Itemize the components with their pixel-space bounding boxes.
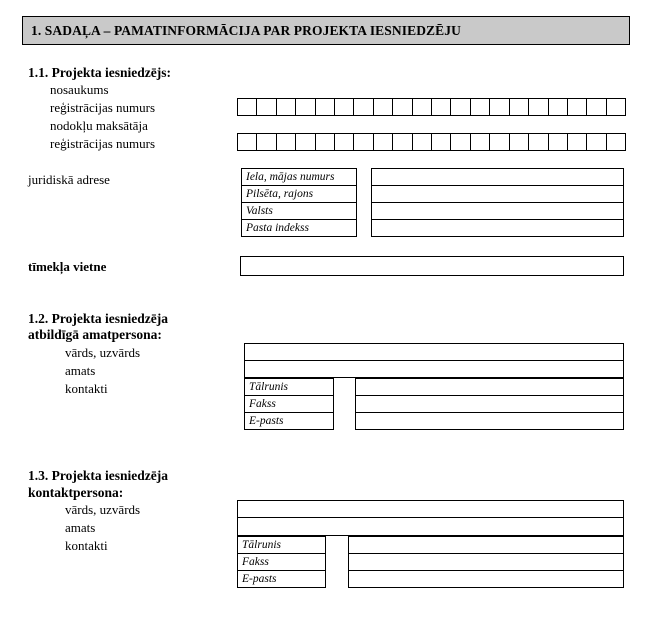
official-email-input[interactable] (356, 413, 624, 430)
contact-phone-input[interactable] (349, 537, 624, 554)
label-nosaukums: nosaukums (50, 82, 109, 97)
section-1-3-heading-line1: 1.3. Projekta iesniedzēja (28, 468, 168, 483)
section-1-1-heading: 1.1. Projekta iesniedzējs: (28, 65, 171, 80)
section-1-2-heading-line1: 1.2. Projekta iesniedzēja (28, 311, 168, 326)
label-nodoklu: nodokļu maksātāja (50, 118, 148, 133)
address-row (242, 203, 624, 220)
official-position-input[interactable] (244, 360, 624, 378)
contact-fax-input[interactable] (349, 554, 624, 571)
address-row (242, 186, 624, 203)
official-contacts-table (244, 378, 624, 430)
digit-cell[interactable] (413, 134, 432, 150)
digit-cell[interactable] (490, 134, 509, 150)
official-phone-input[interactable] (356, 379, 624, 396)
digit-cell[interactable] (335, 134, 354, 150)
contact-field-label: Fakss (238, 554, 326, 571)
digit-cell[interactable] (238, 134, 257, 150)
address-row (242, 220, 624, 237)
digit-cell[interactable] (490, 99, 509, 115)
digit-cell[interactable] (393, 99, 412, 115)
label-position: amats (65, 363, 96, 378)
digit-cell[interactable] (354, 134, 373, 150)
digit-cell[interactable] (549, 99, 568, 115)
registration-number-cells[interactable] (237, 98, 626, 116)
official-fax-input[interactable] (356, 396, 624, 413)
contact-row (245, 413, 624, 430)
digit-cell[interactable] (432, 99, 451, 115)
digit-cell[interactable] (277, 99, 296, 115)
contact-name-input[interactable] (237, 500, 624, 518)
digit-cell[interactable] (510, 134, 529, 150)
label-contacts: kontakti (65, 538, 108, 553)
contact-field-label: E-pasts (238, 571, 326, 588)
contact-field-label: Tālrunis (238, 537, 326, 554)
legal-address-table (241, 168, 624, 237)
address-field-label: Valsts (242, 203, 357, 220)
digit-cell[interactable] (316, 134, 335, 150)
tax-registration-number-cells[interactable] (237, 133, 626, 151)
section-title: 1. SADAĻA – PAMATINFORMĀCIJA PAR PROJEKTA IESNIEDZĒJU (31, 23, 461, 38)
contact-person-contacts-table (237, 536, 624, 588)
label-contacts: kontakti (65, 381, 108, 396)
digit-cell[interactable] (374, 99, 393, 115)
address-country-input[interactable] (372, 203, 624, 220)
digit-cell[interactable] (549, 134, 568, 150)
digit-cell[interactable] (451, 134, 470, 150)
digit-cell[interactable] (374, 134, 393, 150)
digit-cell[interactable] (451, 99, 470, 115)
digit-cell[interactable] (587, 134, 606, 150)
digit-cell[interactable] (393, 134, 412, 150)
contact-field-label: E-pasts (245, 413, 334, 430)
address-street-input[interactable] (372, 169, 624, 186)
digit-cell[interactable] (471, 134, 490, 150)
contact-field-label: Fakss (245, 396, 334, 413)
digit-cell[interactable] (257, 134, 276, 150)
digit-cell[interactable] (296, 99, 315, 115)
digit-cell[interactable] (316, 99, 335, 115)
contact-field-label: Tālrunis (245, 379, 334, 396)
label-reg-nr: reģistrācijas numurs (50, 100, 156, 115)
label-name: vārds, uzvārds (65, 502, 141, 517)
contact-row (245, 396, 624, 413)
address-city-input[interactable] (372, 186, 624, 203)
contact-row (238, 571, 624, 588)
official-name-input[interactable] (244, 343, 624, 361)
website-input[interactable] (240, 256, 624, 276)
digit-cell[interactable] (335, 99, 354, 115)
address-postcode-input[interactable] (372, 220, 624, 237)
digit-cell[interactable] (296, 134, 315, 150)
digit-cell[interactable] (471, 99, 490, 115)
digit-cell[interactable] (510, 99, 529, 115)
label-legal-address: juridiskā adrese (28, 172, 110, 187)
digit-cell[interactable] (587, 99, 606, 115)
label-name: vārds, uzvārds (65, 345, 141, 360)
label-website: tīmekļa vietne (28, 259, 107, 274)
contact-row (245, 379, 624, 396)
digit-cell[interactable] (257, 99, 276, 115)
digit-cell[interactable] (529, 134, 548, 150)
digit-cell[interactable] (354, 99, 373, 115)
section-header (22, 16, 630, 45)
digit-cell[interactable] (607, 99, 625, 115)
digit-cell[interactable] (568, 134, 587, 150)
digit-cell[interactable] (607, 134, 625, 150)
label-position: amats (65, 520, 96, 535)
contact-row (238, 537, 624, 554)
digit-cell[interactable] (529, 99, 548, 115)
address-field-label: Iela, mājas numurs (242, 169, 357, 186)
digit-cell[interactable] (568, 99, 587, 115)
digit-cell[interactable] (238, 99, 257, 115)
digit-cell[interactable] (413, 99, 432, 115)
label-reg-nr-2: reģistrācijas numurs (50, 136, 156, 151)
address-row (242, 169, 624, 186)
contact-position-input[interactable] (237, 517, 624, 536)
contact-email-input[interactable] (349, 571, 624, 588)
address-field-label: Pasta indekss (242, 220, 357, 237)
contact-row (238, 554, 624, 571)
digit-cell[interactable] (432, 134, 451, 150)
digit-cell[interactable] (277, 134, 296, 150)
address-field-label: Pilsēta, rajons (242, 186, 357, 203)
section-1-2-heading-line2: atbildīgā amatpersona: (28, 327, 162, 342)
section-1-3-heading-line2: kontaktpersona: (28, 485, 124, 500)
